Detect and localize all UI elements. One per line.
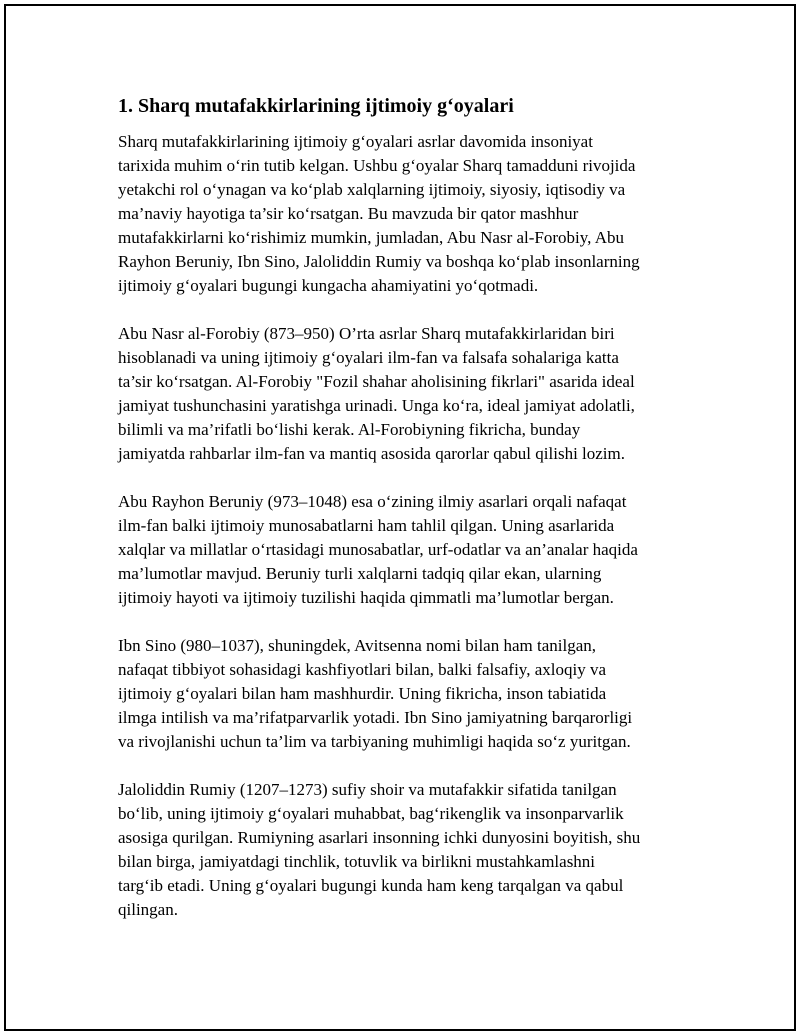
- text-line: bo‘lib, uning ijtimoiy g‘oyalari muhabbat, bag‘rikenglik va insonparvarlik: [118, 804, 624, 823]
- text-line: yetakchi rol o‘ynagan va ko‘plab xalqlarning ijtimoiy, siyosiy, iqtisodiy va: [118, 180, 626, 199]
- paragraph-beruniy: [118, 490, 708, 610]
- document-body: [118, 92, 708, 922]
- text-line: ma’naviy hayotiga ta’sir ko‘rsatgan. Bu mavzuda bir qator mashhur: [118, 204, 579, 223]
- text-line: jamiyatda rahbarlar ilm-fan va mantiq asosida qarorlar qabul qilishi lozim.: [118, 444, 626, 463]
- paragraph-rumiy: [118, 778, 708, 922]
- text-line: Ibn Sino (980–1037), shuningdek, Avitsenna nomi bilan ham tanilgan,: [118, 636, 596, 655]
- text-line: Rayhon Beruniy, Ibn Sino, Jaloliddin Rumiy va boshqa ko‘plab insonlarning: [118, 252, 640, 271]
- text-line: ilmga intilish va ma’rifatparvarlik yotadi. Ibn Sino jamiyatning barqarorligi: [118, 708, 633, 727]
- paragraph-intro: [118, 130, 708, 298]
- text-line: ma’lumotlar mavjud. Beruniy turli xalqlarni tadqiq qilar ekan, ularning: [118, 564, 602, 583]
- text-line: asosiga qurilgan. Rumiyning asarlari insonning ichki dunyosini boyitish, shu: [118, 828, 641, 847]
- text-line: xalqlar va millatlar o‘rtasidagi munosabatlar, urf-odatlar va an’analar haqida: [118, 540, 638, 559]
- text-line: ta’sir ko‘rsatgan. Al-Forobiy "Fozil shahar aholisining fikrlari" asarida ideal: [118, 372, 635, 391]
- text-line: ijtimoiy g‘oyalari bugungi kungacha ahamiyatini yo‘qotmadi.: [118, 276, 539, 295]
- text-line: bilimli va ma’rifatli bo‘lishi kerak. Al-Forobiyning fikricha, bunday: [118, 420, 581, 439]
- text-line: ilm-fan balki ijtimoiy munosabatlarni ham tahlil qilgan. Uning asarlarida: [118, 516, 615, 535]
- text-line: targ‘ib etadi. Uning g‘oyalari bugungi kunda ham keng tarqalgan va qabul: [118, 876, 624, 895]
- text-line: tarixida muhim o‘rin tutib kelgan. Ushbu g‘oyalar Sharq tamadduni rivojida: [118, 156, 636, 175]
- text-line: ijtimoiy hayoti va ijtimoiy tuzilishi haqida qimmatli ma’lumotlar bergan.: [118, 588, 614, 607]
- text-line: jamiyat tushunchasini yaratishga urinadi. Unga ko‘ra, ideal jamiyat adolatli,: [118, 396, 635, 415]
- text-line: Jaloliddin Rumiy (1207–1273) sufiy shoir va mutafakkir sifatida tanilgan: [118, 780, 617, 799]
- text-line: ijtimoiy g‘oyalari bilan ham mashhurdir. Uning fikricha, inson tabiatida: [118, 684, 607, 703]
- text-line: hisoblanadi va uning ijtimoiy g‘oyalari ilm-fan va falsafa sohalariga katta: [118, 348, 619, 367]
- text-line: mutafakkirlarni ko‘rishimiz mumkin, jumladan, Abu Nasr al-Forobiy, Abu: [118, 228, 624, 247]
- text-line: va rivojlanishi uchun ta’lim va tarbiyaning muhimligi haqida so‘z yuritgan.: [118, 732, 631, 751]
- text-line: bilan birga, jamiyatdagi tinchlik, totuvlik va birlikni mustahkamlashni: [118, 852, 596, 871]
- text-line: Abu Nasr al-Forobiy (873–950) O’rta asrlar Sharq mutafakkirlaridan biri: [118, 324, 615, 343]
- text-line: qilingan.: [118, 900, 178, 919]
- text-line: Sharq mutafakkirlarining ijtimoiy g‘oyalari asrlar davomida insoniyat: [118, 132, 593, 151]
- text-line: Abu Rayhon Beruniy (973–1048) esa o‘zining ilmiy asarlari orqali nafaqat: [118, 492, 627, 511]
- paragraph-forobiy: [118, 322, 708, 466]
- text-line: nafaqat tibbiyot sohasidagi kashfiyotlari bilan, balki falsafiy, axloqiy va: [118, 660, 606, 679]
- section-title: 1. Sharq mutafakkirlarining ijtimoiy g‘oyalari: [118, 95, 514, 117]
- paragraph-ibn-sino: [118, 634, 708, 754]
